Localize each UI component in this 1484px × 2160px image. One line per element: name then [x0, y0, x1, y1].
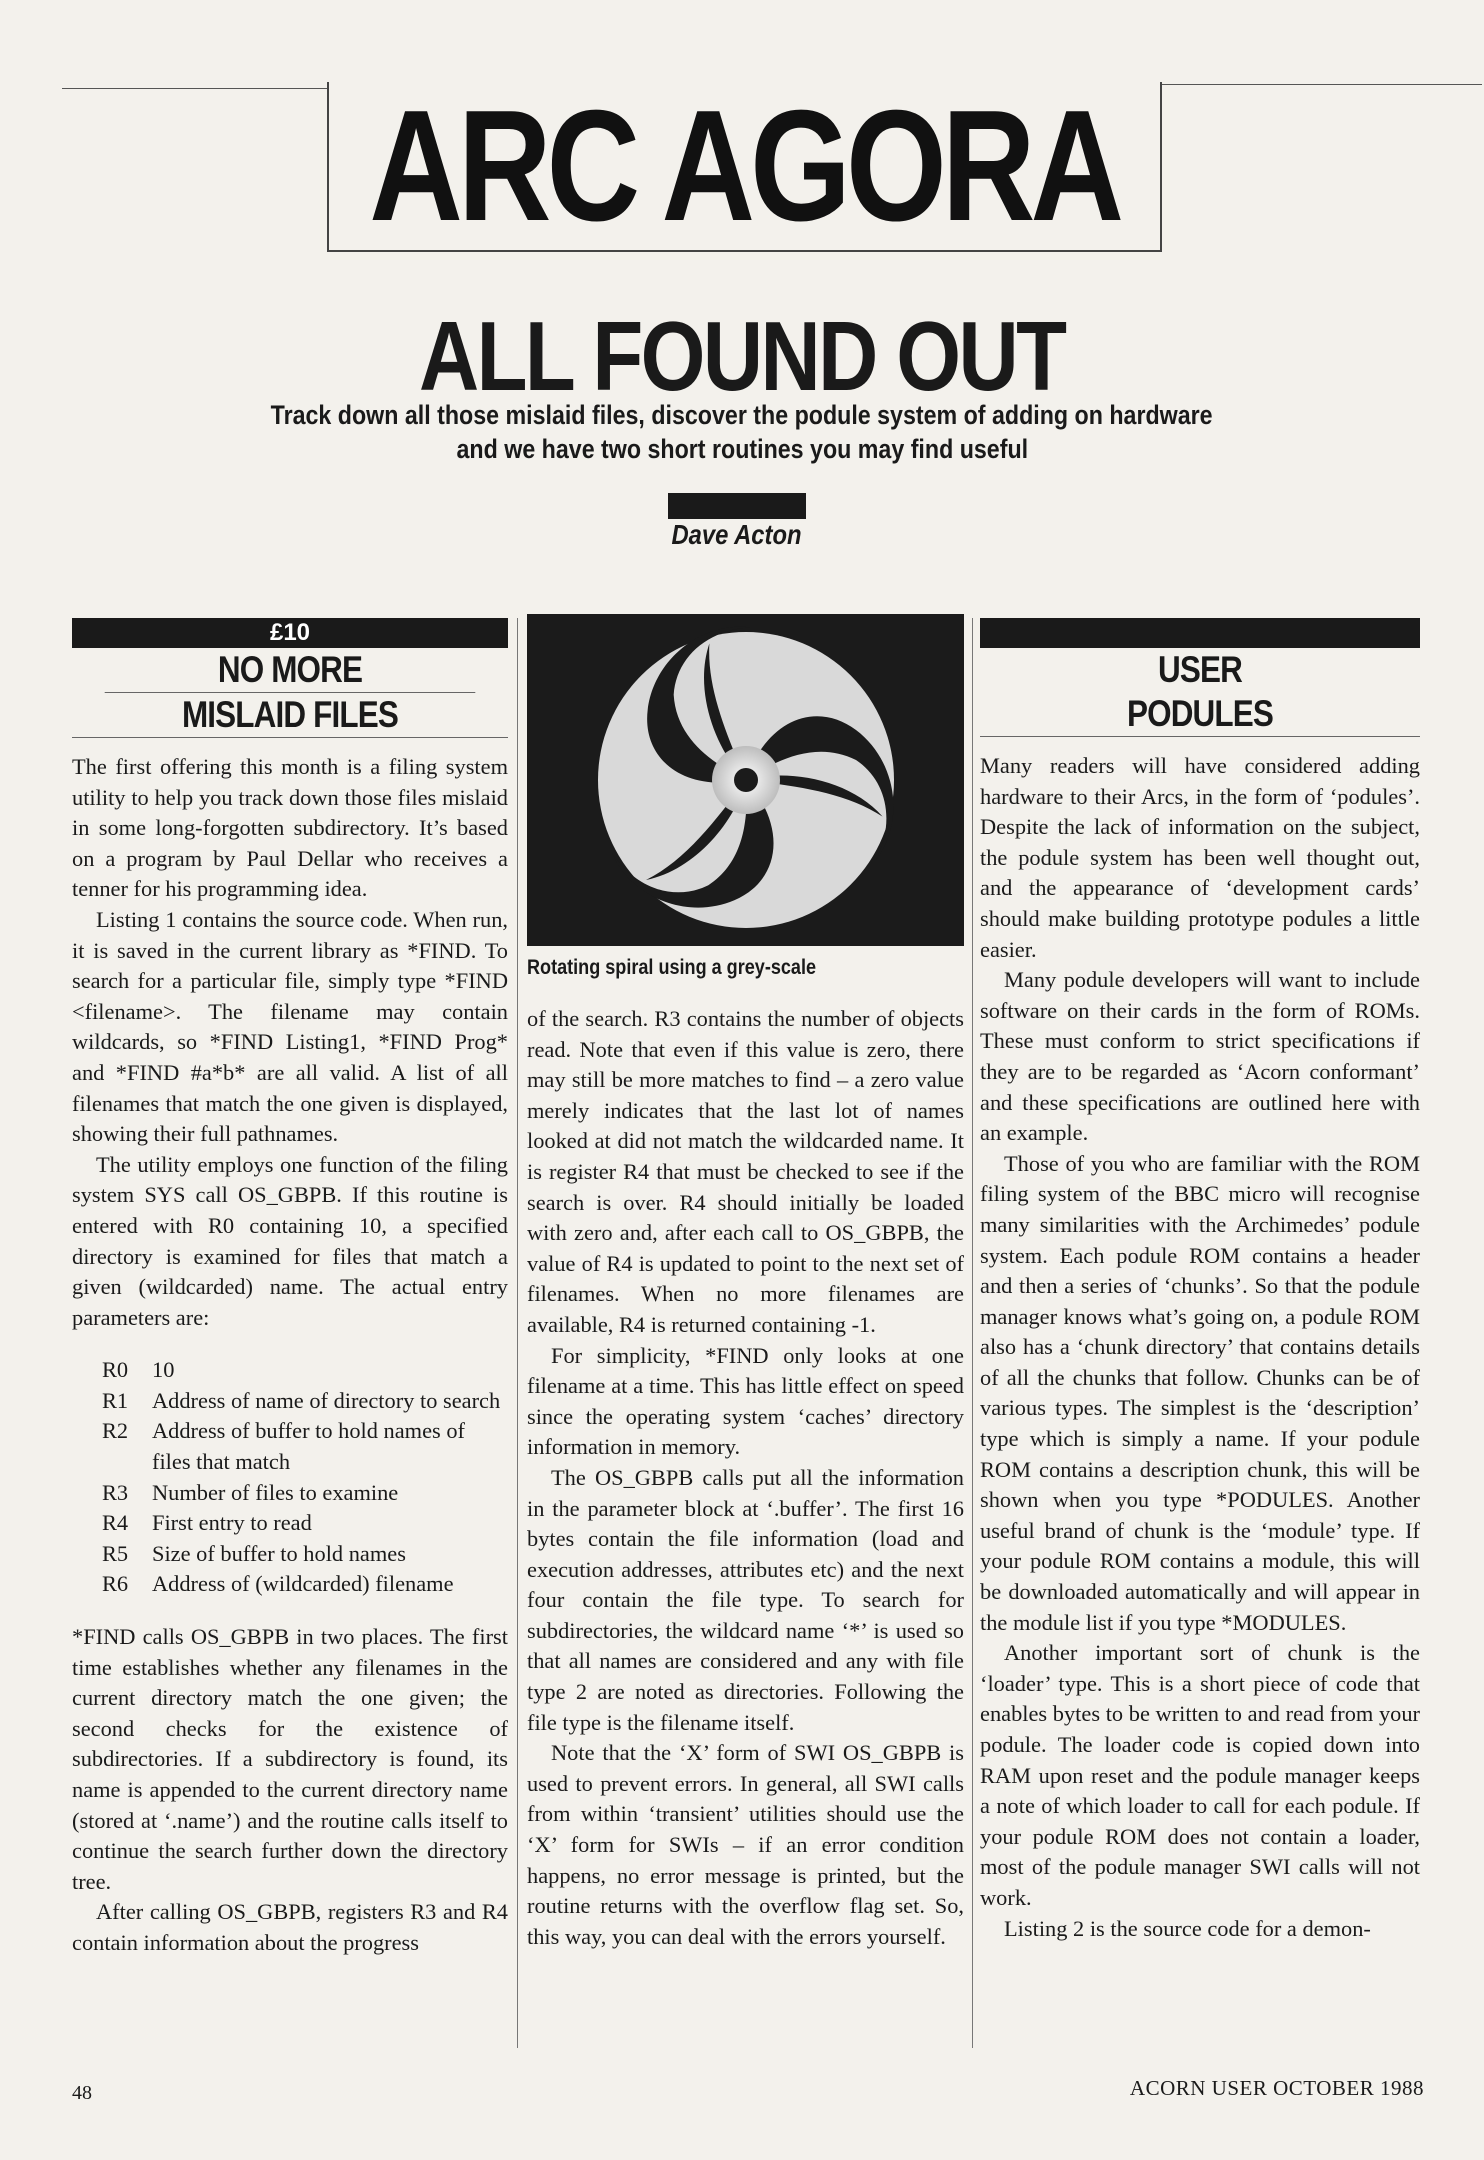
- column-left: [72, 618, 508, 1959]
- column-rule-2: [972, 618, 973, 2048]
- middle-body: [527, 1004, 964, 1952]
- author-bar: [668, 493, 806, 519]
- left-body-continued: [72, 1622, 508, 1959]
- section-bar: [980, 618, 1420, 648]
- paragraph: of the search. R3 contains the number of objects read. Note that even if this value is zero, there may still be more matches to find – a zero value merely indicates that the last lot of names looked at did not match the wildcarded name. It is register R4 that must be checked to see if the search is over. R4 should initially be loaded with zero and, after each call to OS_GBPB, the value of R4 is updated to point to the next set of filenames. When no more filenames are available, R4 is returned containing -1.: [527, 1006, 964, 1337]
- paragraph: *FIND calls OS_GBPB in two places. The first time establishes whether any filenames in the current directory match the one given; the second checks for the existence of subdirectories. If a subdirectory is found, its name is appended to the current directory name (stored at ‘.name’) and the routine calls itself to continue the search further down the directory tree.: [72, 1624, 508, 1894]
- paragraph: For simplicity, *FIND only looks at one filename at a time. This has little effect on speed since the operating system ‘caches’ directory information in memory.: [527, 1342, 964, 1460]
- section-title-mislaid-files: NO MORE MISLAID FILES: [72, 648, 508, 738]
- register-row: R2 Address of buffer to hold names of files that match: [102, 1418, 465, 1475]
- spiral-image: [527, 614, 964, 946]
- article-headline: ALL FOUND OUT: [419, 301, 1065, 411]
- column-rule-1: [517, 618, 518, 2048]
- spiral-graphic: [581, 625, 911, 935]
- standfirst-line-1: Track down all those mislaid files, discover the podule system of adding on hardware: [271, 400, 1213, 430]
- paragraph: The utility employs one function of the filing system SYS call OS_GBPB. If this routine is entered with R0 containing 10, a specified directory is examined for files that match a given (wildcarded) name. The actual entry parameters are:: [72, 1151, 508, 1330]
- register-row: R4 First entry to read: [102, 1510, 312, 1536]
- register-row: R6 Address of (wildcarded) filename: [102, 1571, 454, 1597]
- masthead: [327, 78, 1162, 254]
- register-row: R0 10: [102, 1357, 175, 1383]
- section-title-user-podules: USER PODULES: [980, 648, 1420, 737]
- paragraph: After calling OS_GBPB, registers R3 and R4 contain information about the progress: [72, 1899, 508, 1955]
- paragraph: Those of you who are familiar with the ROM filing system of the BBC micro will recognise many similarities with the Archimedes’ podule system. Each podule ROM contains a header and then a series of ‘chunks’. So that the podule manager knows what’s going on, a podule ROM also has a ‘chunk directory’ that contains details of all the chunks that follow. Chunks can be of various types. The simplest is the ‘description’ type which is simply a name. If your podule ROM contains a description chunk, this will be shown when you type *PODULES. Another useful brand of chunk is the ‘module’ type. If your podule ROM contains a module, this will be downloaded automatically and will appear in the module list if you type *MODULES.: [980, 1150, 1420, 1635]
- standfirst-line-2: and we have two short routines you may find useful: [456, 434, 1028, 464]
- masthead-rule-left: [62, 88, 327, 89]
- publication-footer: ACORN USER OCTOBER 1988: [1129, 2076, 1424, 2100]
- left-body: [72, 752, 508, 1333]
- register-row: R5 Size of buffer to hold names: [102, 1540, 406, 1566]
- register-row: R1 Address of name of directory to search: [102, 1387, 501, 1413]
- paragraph: Many podule developers will want to include software on their cards in the form of ROMs. These must conform to strict specifications if they are to be regarded as ‘Acorn conformant’ and these specifications are outlined here with an example.: [980, 967, 1420, 1146]
- register-row: R3 Number of files to examine: [102, 1479, 399, 1505]
- article-standfirst: [150, 398, 1334, 466]
- paragraph: The first offering this month is a filing system utility to help you track down those files mislaid in some long-forgotten subdirectory. It’s based on a program by Paul Dellar who receives a tenner for his programming idea.: [72, 754, 508, 902]
- paragraph: Listing 2 is the source code for a demon-: [1004, 1915, 1371, 1941]
- masthead-rule-right: [1160, 84, 1482, 85]
- paragraph: The OS_GBPB calls put all the information in the parameter block at ‘.buffer’. The first 16 bytes contain the file information (load and execution addresses, attributes etc) and the next four contain the file type. To search for subdirectories, the wildcard name ‘*’ is used so that all names are considered and any with file type 2 are noted as directories. Following the file type is the filename itself.: [527, 1464, 964, 1735]
- author-byline: Dave Acton: [671, 519, 803, 550]
- paragraph: Another important sort of chunk is the ‘loader’ type. This is a short piece of code that enables bytes to be written to and read from your podule. The loader code is copied down into RAM upon reset and the podule manager keeps a note of which loader to call for each podule. If your podule ROM does not contain a loader, most of the podule manager SWI calls will not work.: [980, 1640, 1420, 1910]
- image-caption: Rotating spiral using a grey-scale: [527, 956, 817, 979]
- price-bar: £10: [72, 618, 508, 648]
- column-middle: [527, 614, 964, 1952]
- right-body: [980, 751, 1420, 1944]
- column-right: [980, 618, 1420, 1944]
- masthead-title: ARC AGORA: [369, 78, 1120, 254]
- page-number: 48: [72, 2082, 92, 2104]
- register-list: [102, 1355, 508, 1600]
- paragraph: Many readers will have considered adding hardware to their Arcs, in the form of ‘podules’. Despite the lack of information on the subject, the podule system has been well thought out, and the appearance of ‘development cards’ should make building prototype podules a little easier.: [980, 753, 1420, 962]
- paragraph: Listing 1 contains the source code. When run, it is saved in the current library as *FIND. To search for a particular file, simply type *FIND <filename>. The filename may contain wildcards, so *FIND Listing1, *FIND Prog* and *FIND #a*b* are all valid. A list of all filenames that match the one given is displayed, showing their full pathnames.: [72, 906, 508, 1147]
- paragraph: Note that the ‘X’ form of SWI OS_GBPB is used to prevent errors. In general, all SWI calls from within ‘transient’ utilities should use the ‘X’ form for SWIs – if an error condition happens, no error message is printed, but the routine returns with the overflow flag set. So, this way, you can deal with the errors yourself.: [527, 1740, 964, 1949]
